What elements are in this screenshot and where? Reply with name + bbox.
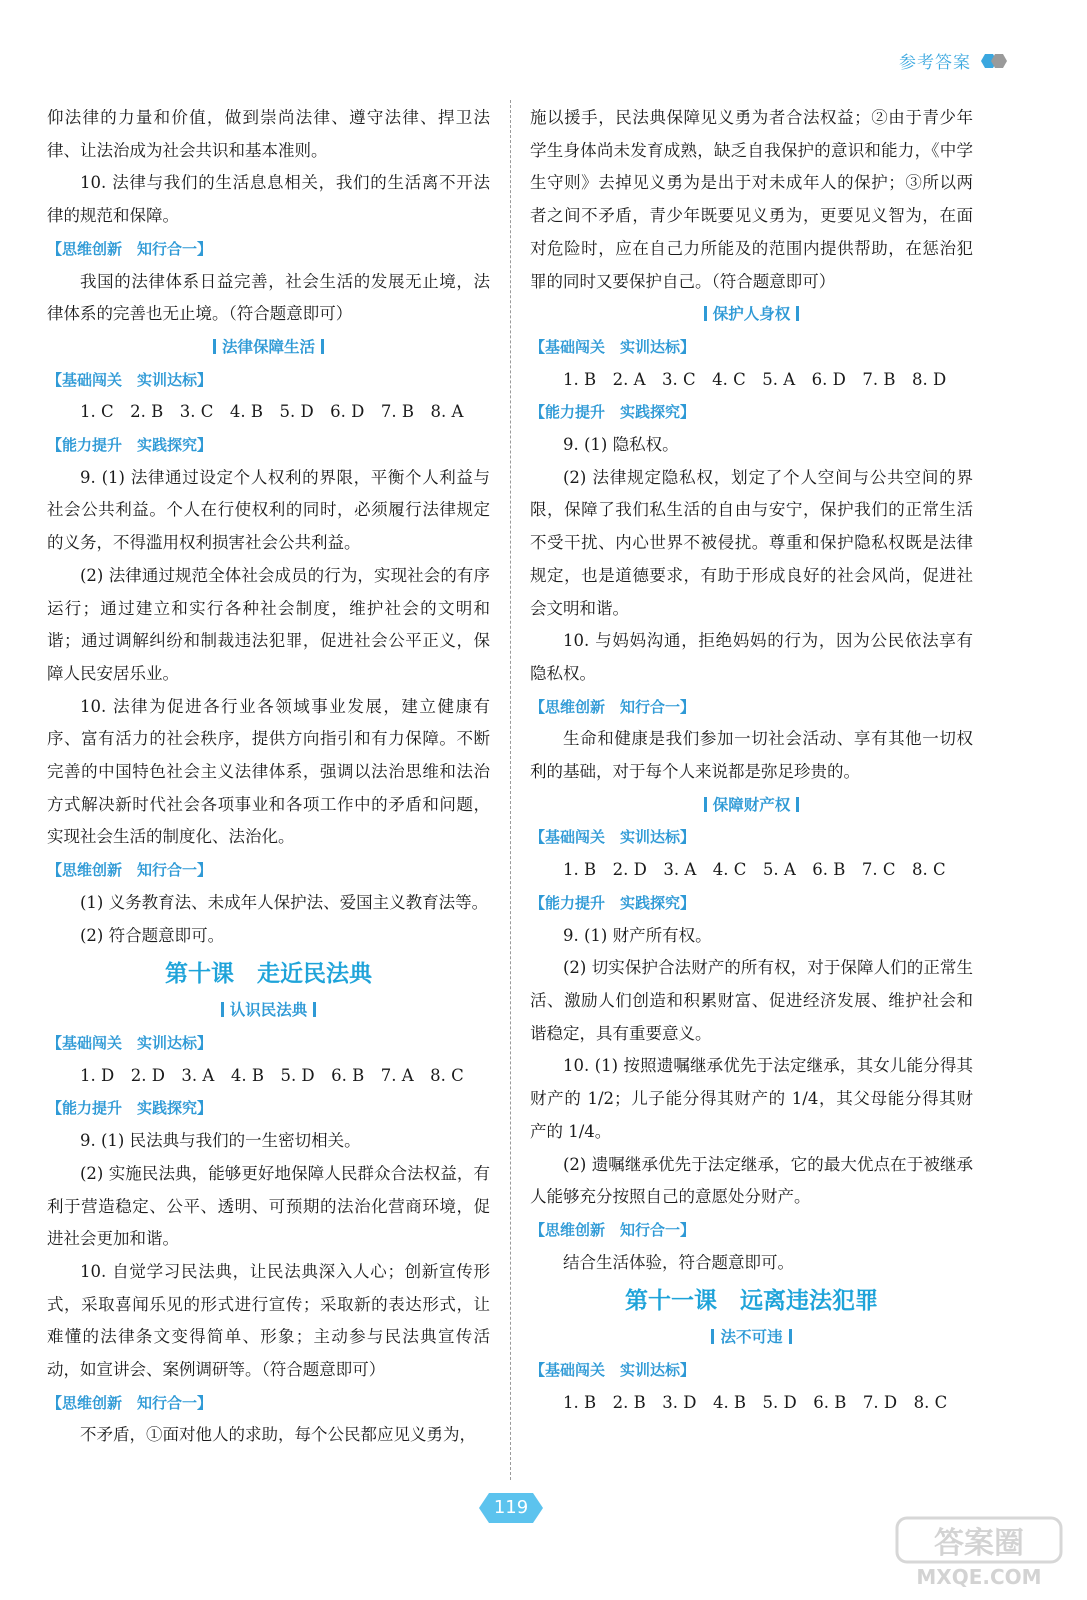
paragraph: 10. 自觉学习民法典，让民法典深入人心；创新宣传形式，采取喜闻乐见的形式进行宣传；采取新的表达形式，让难懂的法律条文变得简单、形象；主动参与民法典宣传活动，如宣讲会、案例调研等。（符合题意即可）: [47, 1261, 490, 1380]
watermark-text-bottom: MXQE.COM: [916, 1565, 1042, 1589]
exercise-tag: 【思维创新 知行合一】: [530, 1220, 696, 1239]
paragraph: 我国的法律体系日益完善，社会生活的发展无止境，法律体系的完善也无止境。（符合题意即可）: [47, 271, 490, 324]
exercise-tag: 【能力提升 实践探究】: [47, 1099, 213, 1118]
section-heading-text: 认识民法典: [229, 1001, 308, 1020]
right-column: [530, 102, 973, 1419]
exercise-tag: 【能力提升 实践探究】: [47, 436, 213, 455]
section-heading-text: 法律保障生活: [221, 337, 315, 356]
section-bar-left: [704, 306, 707, 321]
exercise-tag: 【基础闯关 实训达标】: [47, 1033, 213, 1052]
paragraph: 10. 法律为促进各行业各领域事业发展，建立健康有序、富有活力的社会秩序，提供方向指引和有力保障。不断完善的中国特色社会主义法律体系，强调以法治思维和法治方式解决新时代社会各项事业和各项工作中的矛盾和问题，实现社会生活的制度化、法治化。: [47, 696, 490, 847]
exercise-tag: 【基础闯关 实训达标】: [530, 828, 696, 847]
section-bar-left: [704, 797, 707, 812]
section-heading-text: 保障财产权: [712, 795, 791, 814]
exercise-tag: 【思维创新 知行合一】: [47, 1393, 213, 1412]
paragraph: 9. (1) 财产所有权。: [563, 925, 712, 945]
paragraph: 10. 与妈妈沟通，拒绝妈妈的行为，因为公民依法享有隐私权。: [530, 631, 973, 683]
exercise-tag: 【基础闯关 实训达标】: [47, 370, 213, 389]
exercise-tag: 【思维创新 知行合一】: [530, 697, 696, 716]
exercise-tag: 【基础闯关 实训达标】: [530, 1361, 696, 1380]
section-bar-right: [313, 1002, 316, 1017]
paragraph: 9. (1) 法律通过设定个人权利的界限，平衡个人利益与社会公共利益。个人在行使权利的同时，必须履行法律规定的义务，不得滥用权利损害社会公共利益。: [47, 467, 490, 553]
section-heading-text: 保护人身权: [712, 305, 791, 324]
paragraph: (2) 遗嘱继承优先于法定继承，它的最大优点在于被继承人能够充分按照自己的意愿处分财产。: [530, 1154, 973, 1207]
exercise-tag: 【能力提升 实践探究】: [530, 403, 696, 422]
paragraph: 生命和健康是我们参加一切社会活动、享有其他一切权利的基础，对于每个人来说都是弥足珍贵的。: [530, 729, 973, 782]
section-bar-left: [221, 1002, 224, 1017]
section-bar-right: [321, 339, 324, 354]
page-number: 119: [493, 1497, 529, 1518]
section-heading: [530, 1321, 973, 1354]
lesson-title: 第十课 走近民法典: [165, 961, 372, 988]
left-column: [47, 102, 490, 1452]
paragraph: 10. 法律与我们的生活息息相关，我们的生活离不开法律的规范和保障。: [47, 173, 490, 226]
section-heading: [530, 789, 973, 822]
section-bar-right: [789, 1329, 792, 1344]
answer-key-row: 1. B 2. B 3. D 4. B 5. D 6. B 7. D 8. C: [563, 1392, 948, 1412]
watermark-logo: [895, 1514, 1063, 1590]
section-heading: [47, 331, 490, 364]
lesson-title: 第十一课 远离违法犯罪: [625, 1288, 878, 1315]
paragraph: (1) 义务教育法、未成年人保护法、爱国主义教育法等。: [80, 892, 489, 912]
answer-key-row: 1. D 2. D 3. A 4. B 5. D 6. B 7. A 8. C: [80, 1065, 464, 1085]
paragraph: (2) 法律规定隐私权，划定了个人空间与公共空间的界限，保障了我们私生活的自由与安宁，保护我们的正常生活不受干扰、内心世界不被侵扰。尊重和保护隐私权既是法律规定，也是道德要求，有助于形成良好的社会风尚，促进社会文明和谐。: [530, 467, 973, 618]
section-heading: [47, 994, 490, 1027]
answer-key-row: 1. C 2. B 3. C 4. B 5. D 6. D 7. B 8. A: [80, 402, 464, 422]
paragraph: (2) 法律通过规范全体社会成员的行为，实现社会的有序运行；通过建立和实行各种社会制度，维护社会的文明和谐；通过调解纠纷和制裁违法犯罪，促进社会公平正义，保障人民安居乐业。: [47, 565, 490, 683]
header-title: 参考答案: [899, 53, 971, 73]
paragraph: 10. (1) 按照遗嘱继承优先于法定继承，其女儿能分得其财产的 1/2；儿子能分得其财产的 1/4，其父母能分得其财产的 1/4。: [530, 1056, 973, 1141]
paragraph: 不矛盾，①面对他人的求助，每个公民都应见义勇为，: [80, 1425, 476, 1445]
paragraph: (2) 切实保护合法财产的所有权，对于保障人们的正常生活、激励人们创造和积累财富、促进经济发展、维护社会和谐稳定，具有重要意义。: [530, 958, 973, 1043]
hexagon-decoration-icon: [977, 51, 1009, 71]
paragraph: 9. (1) 民法典与我们的一生密切相关。: [80, 1131, 361, 1151]
section-bar-right: [796, 306, 799, 321]
answer-key-row: 1. B 2. D 3. A 4. C 5. A 6. B 7. C 8. C: [563, 860, 946, 880]
paragraph: (2) 实施民法典，能够更好地保障人民群众合法权益，有利于营造稳定、公平、透明、可预期的法治化营商环境，促进社会更加和谐。: [47, 1163, 490, 1249]
exercise-tag: 【思维创新 知行合一】: [47, 239, 213, 258]
paragraph: (2) 符合题意即可。: [80, 925, 225, 945]
watermark-text-top: 答案圈: [934, 1526, 1024, 1561]
section-heading-text: 法不可违: [720, 1328, 783, 1347]
paragraph: 施以援手，民法典保障见义勇为者合法权益；②由于青少年学生身体尚未发育成熟，缺乏自我保护的意识和能力，《中学生守则》去掉见义勇为是出于对未成年人的保护；③所以两者之间不矛盾，青少年既要见义勇为，更要见义智为，在面对危险时，应在自己力所能及的范围内提供帮助，在惩治犯罪的同时又要保护自己。（符合题意即可）: [530, 108, 973, 291]
answer-key-row: 1. B 2. A 3. C 4. C 5. A 6. D 7. B 8. D: [563, 369, 947, 389]
exercise-tag: 【能力提升 实践探究】: [530, 893, 696, 912]
paragraph: 仰法律的力量和价值，做到崇尚法律、遵守法律、捍卫法律、让法治成为社会共识和基本准则。: [47, 108, 490, 160]
page-header: [899, 48, 1009, 73]
exercise-tag: 【思维创新 知行合一】: [47, 861, 213, 880]
exercise-tag: 【基础闯关 实训达标】: [530, 337, 696, 356]
section-bar-left: [213, 339, 216, 354]
section-bar-right: [796, 797, 799, 812]
paragraph: 9. (1) 隐私权。: [563, 435, 679, 455]
section-bar-left: [711, 1329, 714, 1344]
column-divider: [510, 100, 511, 1480]
paragraph: 结合生活体验，符合题意即可。: [563, 1252, 794, 1272]
section-heading: [530, 298, 973, 331]
